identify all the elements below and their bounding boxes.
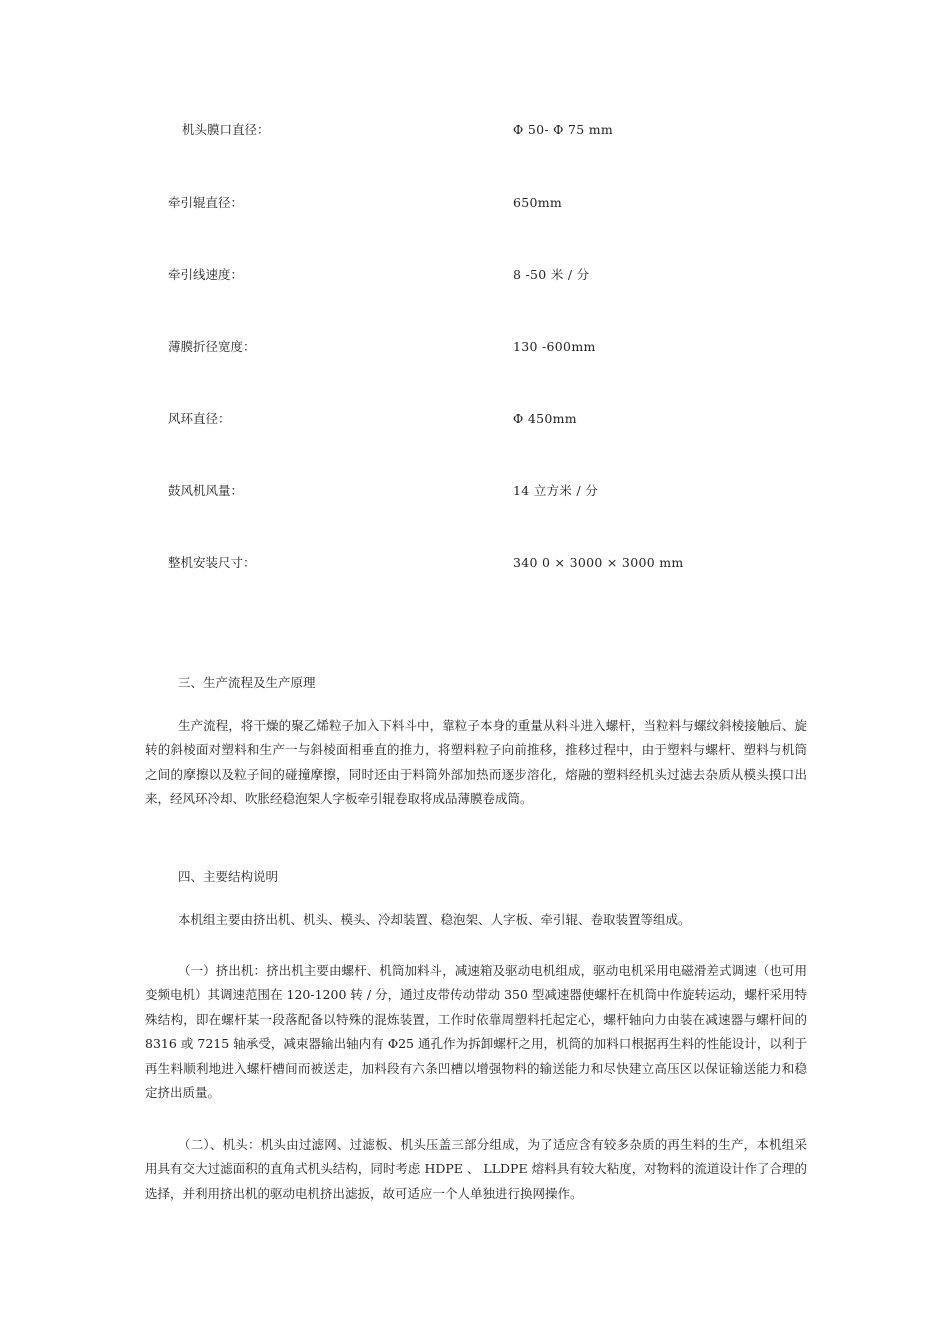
spec-label: 机头膜口直径：	[182, 122, 270, 137]
spec-value: 14 立方米 / 分	[513, 483, 599, 498]
spec-label: 牵引线速度：	[168, 267, 244, 282]
spec-label: 整机安装尺寸：	[168, 555, 256, 570]
section-3-paragraph: 生产流程，将干燥的聚乙烯粒子加入下料斗中，靠粒子本身的重量从料斗进入螺杆，当粒料与螺纹斜棱接触后、旋转的斜棱面对塑料和生产一与斜棱面相垂直的推力，将塑料粒子向前推移，推移过程中，由于塑料与螺杆、塑料与机筒之间的摩擦以及粒子间的碰撞摩擦，同时还由于料筒外部加热而逐步溶化，熔融的塑料经机头过滤去杂质从模头摸口出来，经风环冷却、吹胀经稳泡架人字板牵引辊卷取将成品薄膜卷成筒。	[145, 718, 807, 807]
spec-row-die-diameter	[0, 118, 950, 142]
spec-row-traction-speed	[0, 263, 950, 287]
spec-value: 340 0 × 3000 × 3000 mm	[513, 555, 684, 570]
spec-label: 鼓风机风量：	[168, 483, 244, 498]
spec-value: Φ 50- Φ 75 mm	[513, 122, 614, 137]
spec-value: 650mm	[513, 195, 563, 210]
spec-value: 8 -50 米 / 分	[513, 267, 590, 282]
spec-row-air-ring-diameter	[0, 407, 950, 431]
spec-row-installation-size	[0, 551, 950, 575]
spec-label: 风环直径：	[168, 411, 231, 426]
section-4-intro: 本机组主要由挤出机、机头、模头、冷却装置、稳泡架、人字板、牵引辊、卷取装置等组成。	[178, 912, 691, 927]
section-3-heading: 三、生产流程及生产原理	[178, 675, 316, 690]
spec-row-traction-roller-diameter	[0, 191, 950, 215]
section-4-extruder-paragraph: （一）挤出机：挤出机主要由螺杆、机筒加料斗，减速箱及驱动电机组成，驱动电机采用电磁滑差式调速（也可用变频电机）其调速范围在 120-1200 转 / 分，通过皮带传动带动 350 型减速器使螺杆在机筒中作旋转运动，螺杆采用特殊结构，即在螺杆某一段落配备以特殊的混炼装置，工作时依靠周塑料托起定心，螺杆轴向力由装在减速器与螺杆间的 8316 或 7215 轴承受，减束器输出轴内有 Φ25 通孔作为拆卸螺杆之用，机筒的加料口根据再生料的性能设计，以利于再生料顺利地进入螺杆槽间而被送走，加料段有六条凹槽以增强物料的输送能力和尽快建立高压区以保证输送能力和稳定挤出质量。	[145, 963, 807, 1101]
spec-value: 130 -600mm	[513, 339, 596, 354]
spec-row-film-width	[0, 335, 950, 359]
spec-row-blower-volume	[0, 479, 950, 503]
spec-label: 牵引辊直径：	[168, 195, 244, 210]
spec-value: Φ 450mm	[513, 411, 577, 426]
section-4-heading: 四、主要结构说明	[178, 869, 279, 884]
spec-label: 薄膜折径宽度：	[168, 339, 256, 354]
section-4-head-paragraph: （二）、机头：机头由过滤网、过滤板、机头压盖三部分组成，为了适应含有较多杂质的再生料的生产，本机组采用具有交大过滤面积的直角式机头结构，同时考虑 HDPE 、 LLDPE 熔料具有较大粘度，对物料的流道设计作了合理的选择，并利用挤出机的驱动电机挤出滤扳，故可适应一个人单独进行换网操作。	[145, 1137, 807, 1201]
